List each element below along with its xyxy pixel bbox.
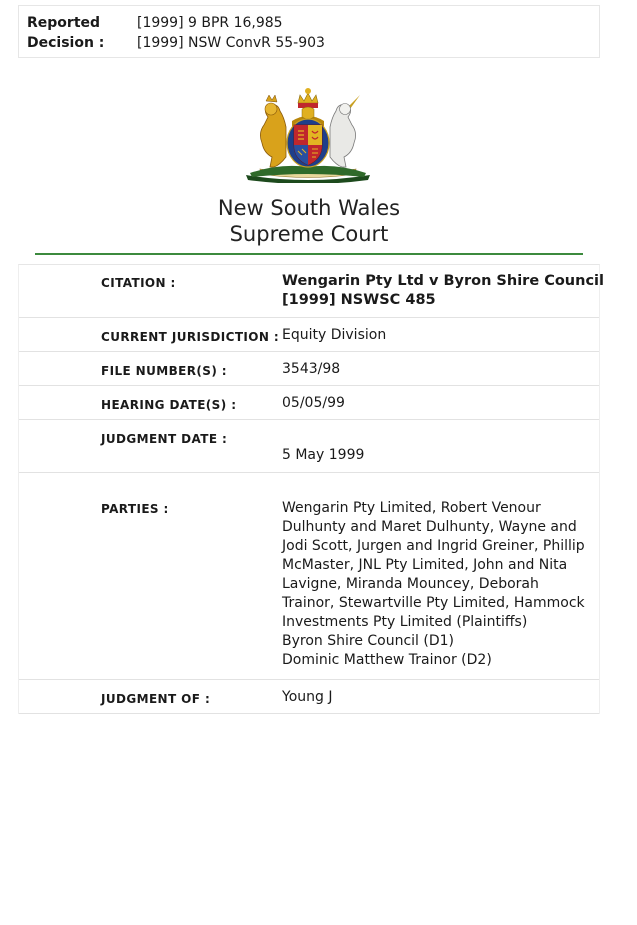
parties-label: PARTIES : <box>101 502 169 516</box>
jurisdiction-row <box>19 318 599 352</box>
reported-label-line1: Reported <box>27 15 101 31</box>
citation-value <box>282 272 604 310</box>
reported-value: [1999] NSW ConvR 55-903 <box>137 35 325 51</box>
parties-line: Dominic Matthew Trainor (D2) <box>282 652 492 668</box>
reported-value: [1999] 9 BPR 16,985 <box>137 15 283 31</box>
file-number-label: FILE NUMBER(S) : <box>101 364 227 378</box>
parties-line: Dulhunty and Maret Dulhunty, Wayne and <box>282 519 577 535</box>
judgment-of-value: Young J <box>282 689 333 705</box>
jurisdiction-label: CURRENT JURISDICTION : <box>101 330 280 344</box>
divider-rule <box>35 253 583 255</box>
reported-decision-box <box>18 5 600 58</box>
judgment-of-label: JUDGMENT OF : <box>101 692 211 706</box>
parties-value <box>282 499 600 670</box>
file-number-row <box>19 352 599 386</box>
court-title <box>0 195 618 247</box>
court-title-line1: New South Wales <box>217 196 401 220</box>
parties-line: Investments Pty Limited (Plaintiffs) <box>282 614 528 630</box>
citation-row <box>19 265 604 318</box>
judgment-date-value: 5 May 1999 <box>282 447 365 463</box>
parties-line: McMaster, JNL Pty Limited, John and Nita <box>282 557 568 573</box>
parties-line: Jodi Scott, Jurgen and Ingrid Greiner, Phillip <box>282 538 585 554</box>
judgment-date-label: JUDGMENT DATE : <box>101 432 228 446</box>
hearing-date-value: 05/05/99 <box>282 395 345 411</box>
court-title-line2: Supreme Court <box>229 222 389 246</box>
parties-row <box>19 473 599 680</box>
case-details-table <box>18 264 604 714</box>
parties-line: Lavigne, Miranda Mouncey, Deborah <box>282 576 539 592</box>
citation-line: Wengarin Pty Ltd v Byron Shire Council <box>282 273 604 289</box>
citation-line: [1999] NSWSC 485 <box>282 292 436 308</box>
hearing-date-row <box>19 386 599 420</box>
parties-line: Trainor, Stewartville Pty Limited, Hammock <box>282 595 585 611</box>
royal-coat-of-arms-icon <box>240 87 376 183</box>
jurisdiction-value: Equity Division <box>282 327 387 343</box>
parties-line: Wengarin Pty Limited, Robert Venour <box>282 500 541 516</box>
judgment-date-row <box>19 420 599 473</box>
parties-line: Byron Shire Council (D1) <box>282 633 455 649</box>
reported-decision-values <box>137 13 325 53</box>
judgment-of-row <box>19 680 599 714</box>
reported-decision-label <box>27 13 127 53</box>
hearing-date-label: HEARING DATE(S) : <box>101 398 237 412</box>
citation-label: CITATION : <box>101 276 176 290</box>
file-number-value: 3543/98 <box>282 361 341 377</box>
reported-label-line2: Decision : <box>27 35 105 51</box>
